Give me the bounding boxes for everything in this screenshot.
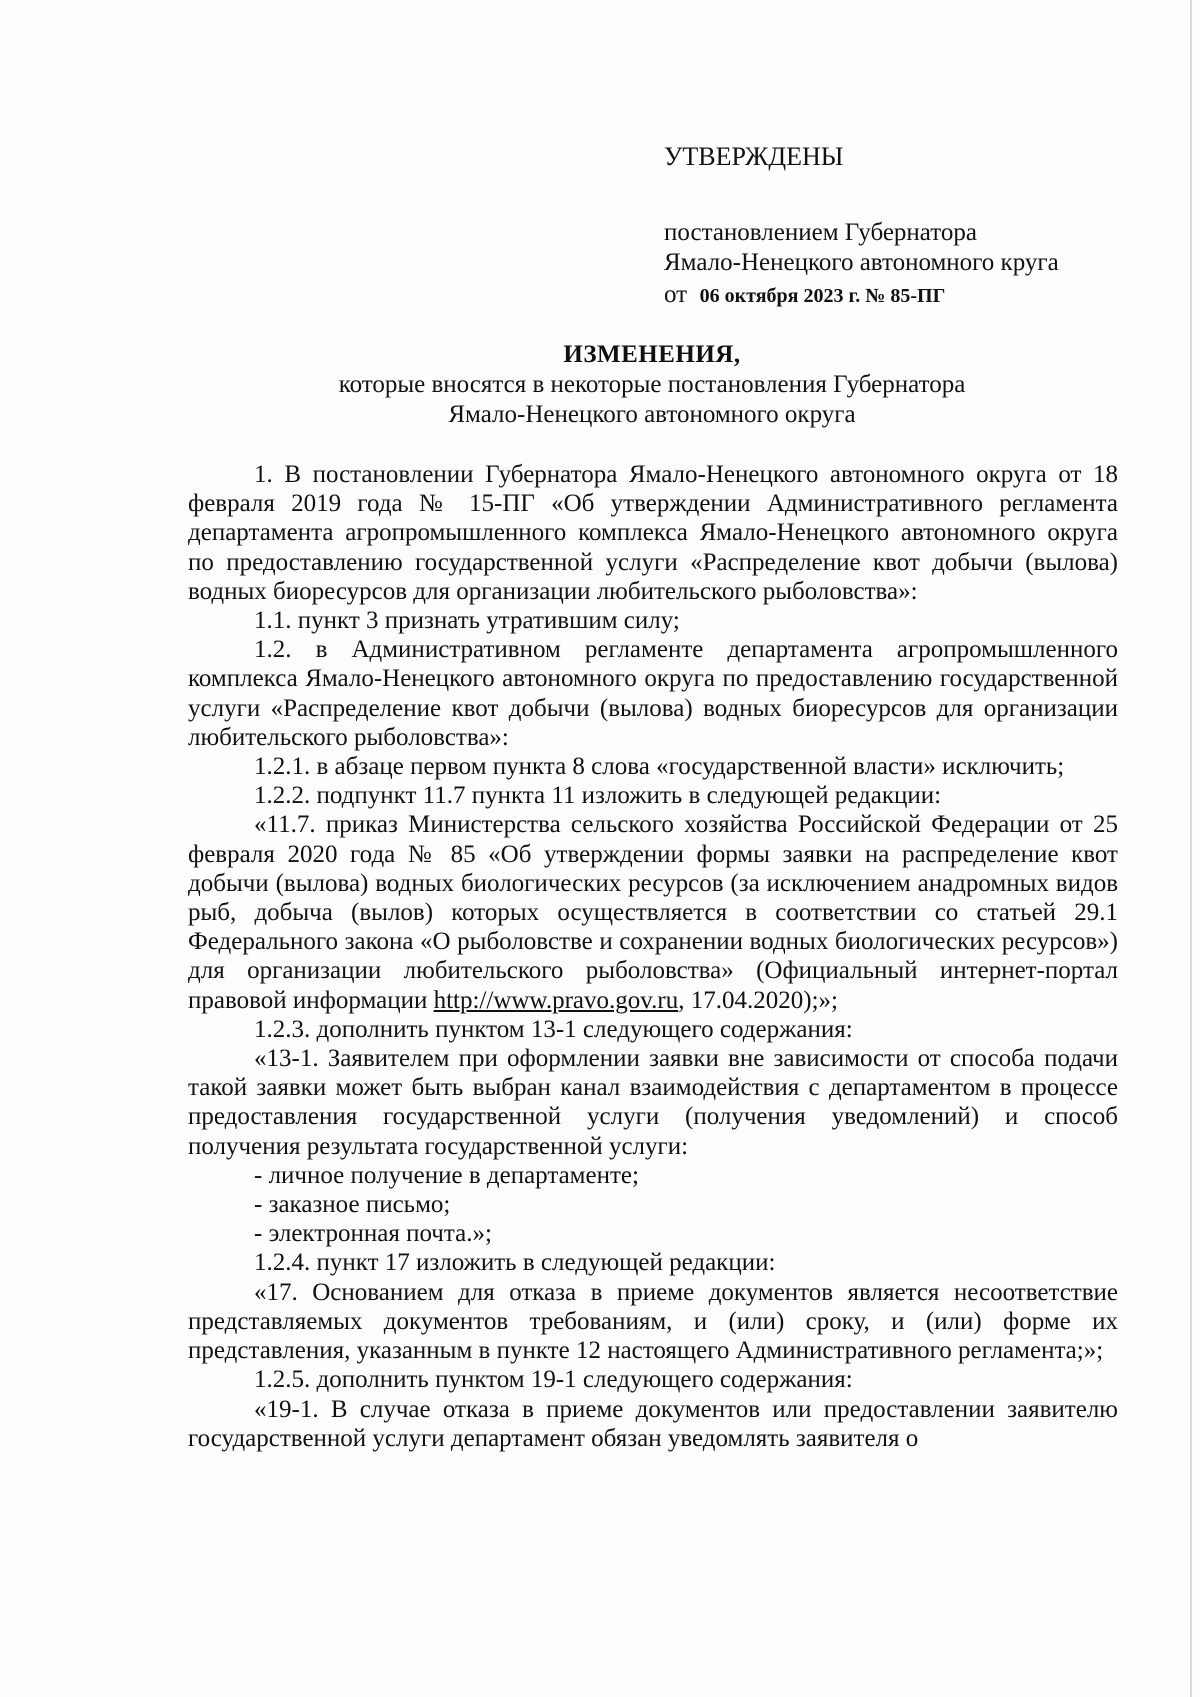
- approval-date: [664, 280, 1124, 311]
- paragraph: «13-1. Заявителем при оформлении заявки вне зависимости от способа подачи такой заявки может быть выбран канал взаимодействия с департаментом в процессе предоставления государственной услуги (получения уведомлений) и способ получения результата государственной услуги:: [188, 1045, 1118, 1160]
- paragraph: 1.2.3. дополнить пунктом 13-1 следующего содержания:: [254, 1015, 853, 1043]
- paragraph-tail: , 17.04.2020);»;: [678, 986, 838, 1014]
- document-subtitle-line-2: Ямало-Ненецкого автономного округа: [448, 401, 856, 428]
- approval-line-1: постановлением Губернатора: [664, 219, 977, 246]
- approval-date-prefix: от: [664, 281, 688, 308]
- approval-line-2: Ямало-Ненецкого автономного круга: [664, 249, 1059, 276]
- paragraph-with-link: [188, 810, 1118, 1014]
- paragraph: «19-1. В случае отказа в приеме документов или предоставлении заявителю государственной услуги департамент обязан уведомлять заявителя о: [188, 1395, 1118, 1452]
- paragraph: 1.2.5. дополнить пунктом 19-1 следующего содержания:: [254, 1366, 853, 1394]
- list-item: - электронная почта.»;: [254, 1220, 492, 1248]
- paragraph: 1.2.4. пункт 17 изложить в следующей редакции:: [254, 1249, 776, 1277]
- document-title-block: [188, 340, 1116, 430]
- paragraph: 1.1. пункт 3 признать утратившим силу;: [254, 607, 680, 635]
- pravo-link[interactable]: http://www.pravo.gov.ru: [433, 986, 679, 1014]
- page-edge: [1190, 0, 1192, 1697]
- document-body: [188, 460, 1118, 1453]
- paragraph: 1. В постановлении Губернатора Ямало-Ненецкого автономного округа от 18 февраля 2019 года № 15-ПГ «Об утверждении Административного регламента департамента агропромышленного комплекса Ямало-Ненецкого автономного округа по предоставлению государственной услуги «Распределение квот добычи (вылова) водных биоресурсов для организации любительского рыболовства»:: [188, 461, 1118, 605]
- list-item: - заказное письмо;: [254, 1191, 451, 1219]
- list-item: - личное получение в департаменте;: [254, 1161, 639, 1189]
- approval-date-value: 06 октября 2023 г. № 85-ПГ: [699, 285, 946, 307]
- document-subtitle-line-1: которые вносятся в некоторые постановления Губернатора: [338, 371, 966, 398]
- document-title: ИЗМЕНЕНИЯ,: [563, 341, 741, 368]
- approval-stamp: [664, 142, 1124, 311]
- paragraph: «17. Основанием для отказа в приеме документов является несоответствие представляемых документов требованиям, и (или) сроку, и (или) форме их представления, указанным в пункте 12 настоящего Административного регламента;»;: [188, 1278, 1118, 1365]
- approval-heading: УТВЕРЖДЕНЫ: [664, 142, 844, 171]
- paragraph: 1.2. в Административном регламенте департамента агропромышленного комплекса Ямало-Ненецкого автономного округа по предоставлению государственной услуги «Распределение квот добычи (вылова) водных биоресурсов для организации любительского рыболовства»:: [188, 636, 1118, 751]
- paragraph-text: «11.7. приказ Министерства сельского хозяйства Российской Федерации от 25 февраля 2020 года № 85 «Об утверждении формы заявки на распределение квот добычи (вылова) водных биологических ресурсов (за исключением анадромных видов рыб, добыча (вылов) которых осуществляется в соответствии со статьей 29.1 Федерального закона «О рыболовстве и сохранении водных биологических ресурсов») для организации любительского рыболовства» (Официальный интернет-портал правовой информации: [188, 811, 1118, 1014]
- paragraph: 1.2.2. подпункт 11.7 пункта 11 изложить в следующей редакции:: [254, 782, 942, 810]
- paragraph: 1.2.1. в абзаце первом пункта 8 слова «государственной власти» исключить;: [254, 753, 1065, 781]
